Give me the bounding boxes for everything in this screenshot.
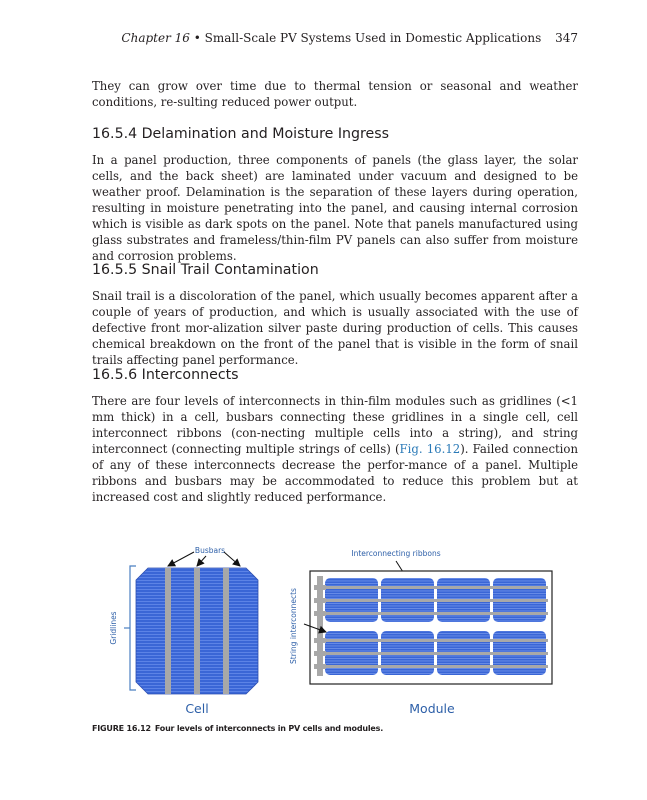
figure-caption <box>92 724 383 733</box>
gridlines-label: Gridlines <box>109 611 118 645</box>
interconnects-text-before: There are four levels of interconnects in thin-film modules such as gridlines (<1 mm thick) in a cell, busbars connecting these gridlines in a single cell, cell interconnect ribbons (con-necting multiple cells into a string), and string interconnect (connecting multiple strings of cells) ( <box>92 394 578 456</box>
figure-16-12 <box>110 538 560 722</box>
cell-label: Cell <box>185 701 209 716</box>
busbars-label: Busbars <box>194 546 226 555</box>
busbar-2 <box>194 568 200 694</box>
figure-caption-label: FIGURE 16.12 <box>92 724 151 733</box>
figure-illustration <box>110 538 560 718</box>
figure-caption-text: Four levels of interconnects in PV cells and modules. <box>154 724 384 733</box>
string-interconnects-label: String interconnects <box>289 588 298 664</box>
chapter-title: Small-Scale PV Systems Used in Domestic Applications <box>204 31 542 45</box>
section-text-snail-trail: Snail trail is a discoloration of the panel, which usually becomes apparent after a couple of years of production, and which is usually associated with the use of defective front mor-alization silver paste during production of cells. This causes chemical breakdown on the front of the panel that is visible in the form of snail trails affecting panel performance. <box>92 289 578 367</box>
section-heading-delamination: 16.5.4 Delamination and Moisture Ingress <box>92 126 390 142</box>
page-number: 347 <box>555 31 578 45</box>
chapter-label: Chapter 16 <box>121 31 190 45</box>
section-heading-interconnects: 16.5.6 Interconnects <box>92 367 239 383</box>
section-heading-snail-trail: 16.5.5 Snail Trail Contamination <box>92 262 319 278</box>
module-label: Module <box>409 701 455 716</box>
gridlines-bracket <box>130 566 136 690</box>
solar-cell <box>136 568 258 694</box>
interconnects-text-after: ). Failed connection of any of these interconnects decrease the perfor-mance of a panel. Multiple ribbons and busbars may be accommodated to reduce this problem but at increased cost and slightly reduced performance. <box>92 442 578 504</box>
section-text-delamination: In a panel production, three components of panels (the glass layer, the solar cells, and the back sheet) are laminated under vacuum and designed to be weather proof. Delamination is the separation of these layers during operation, resulting in moisture penetrating into the panel, and causing internal corrosion which is visible as dark spots on the panel. Note that panels manufactured using glass substrates and frameless/thin-film PV panels can also suffer from moisture and corrosion problems. <box>92 153 578 263</box>
section-text-interconnects <box>92 393 578 505</box>
busbar-1 <box>165 568 171 694</box>
header-bullet: • <box>193 31 201 45</box>
interconnecting-ribbons-label: Interconnecting ribbons <box>351 549 441 558</box>
busbar-3 <box>223 568 229 694</box>
running-head <box>92 31 578 45</box>
figure-reference-link[interactable]: Fig. 16.12 <box>399 442 461 456</box>
intro-paragraph: They can grow over time due to thermal tension or seasonal and weather conditions, re-sulting reduced power output. <box>92 79 578 109</box>
